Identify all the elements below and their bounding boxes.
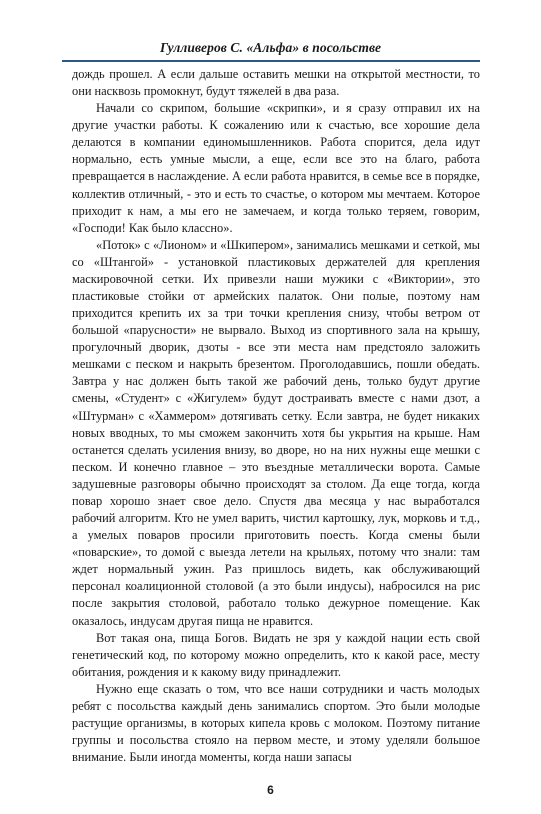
paragraph: дождь прошел. А если дальше оставить мешки на открытой местности, то они насквозь промокнут, будут тяжелей в два раза. xyxy=(72,67,480,99)
body-text xyxy=(72,66,480,766)
header-rule xyxy=(62,60,480,62)
paragraph: Нужно еще сказать о том, что все наши сотрудники и часть молодых ребят с посольства каждый день занимались спортом. Это были молодые растущие организмы, в которых кипела кровь с молоком. Поэтому питание группы и посольства стояло на первом месте, и этому уделяли большое внимание. Были иногда моменты, когда наши запасы xyxy=(72,681,480,765)
paragraph: «Поток» с «Лионом» и «Шкипером», занимались мешками и сеткой, мы со «Штангой» - установкой пластиковых держателей для крепления маскировочной сетки. Их привезли наши мужики с «Виктории», это пластиковые стойки от армейских палаток. Они полые, поэтому нам приходится крепить их за три точки крепления снизу, чтобы ветром от большой «парусности» не вырвало. Выход из спортивного зала на крышу, прогулочный дворик, дзоты - все эти места нам предстояло заложить мешками с песком и накрыть брезентом. Проголодавшись, пошли обедать. Завтра у нас должен быть такой же рабочий день, только будут другие смены, «Студент» с «Жигулем» будут достраивать вместе с нами дзот, а «Штурман» с «Хаммером» дотягивать сетку. Если завтра, не будет никаких новых вводных, то мы сможем закончить хотя бы укрытия на крыше. Нам останется сделать усиления внизу, во дворе, но на них нужны еще мешки с песком. И конечно главное – это въездные металлически ворота. Самые задушевные разговоры обычно происходят за столом. Да еще тогда, когда повар хорошо знает свое дело. Спустя два месяца у нас выработался рабочий алгоритм. Кто не умел варить, чистил картошку, лук, морковь и т.д., а умелых поваров просили приготовить поесть. Когда смены были «поварские», то домой с выезда летели на крыльях, потому что знали: там ждет нормальный ужин. Раз пришлось видеть, как обслуживающий персонал коалиционной столовой (а это были индусы), набросился на рис после закрытия столовой, работало только дежурное помещение. Как оказалось, индусам другая пища не нравится. xyxy=(72,237,480,628)
paragraph: Начали со скрипом, большие «скрипки», и я сразу отправил их на другие участки работы. К сожалению или к счастью, все хорошие дела делаются в компании единомышленников. Работа спорится, дела идут нормально, есть умные мысли, а еще, если все это на благо, работа превращается в наслаждение. А если работа нравится, в семье все в порядке, коллектив отличный, - это и есть то счастье, о котором мы мечтаем. Которое приходит к нам, а мы его не замечаем, и когда только теряем, говорим, «Господи! Как было классно». xyxy=(72,101,480,235)
paragraph: Вот такая она, пища Богов. Видать не зря у каждой нации есть свой генетический код, по которому можно определить, кто к какой расе, месту обитания, рождения и к какому виду принадлежит. xyxy=(72,630,480,679)
page-number: 6 xyxy=(267,783,274,797)
running-header: Гулливеров С. «Альфа» в посольстве xyxy=(159,40,382,55)
